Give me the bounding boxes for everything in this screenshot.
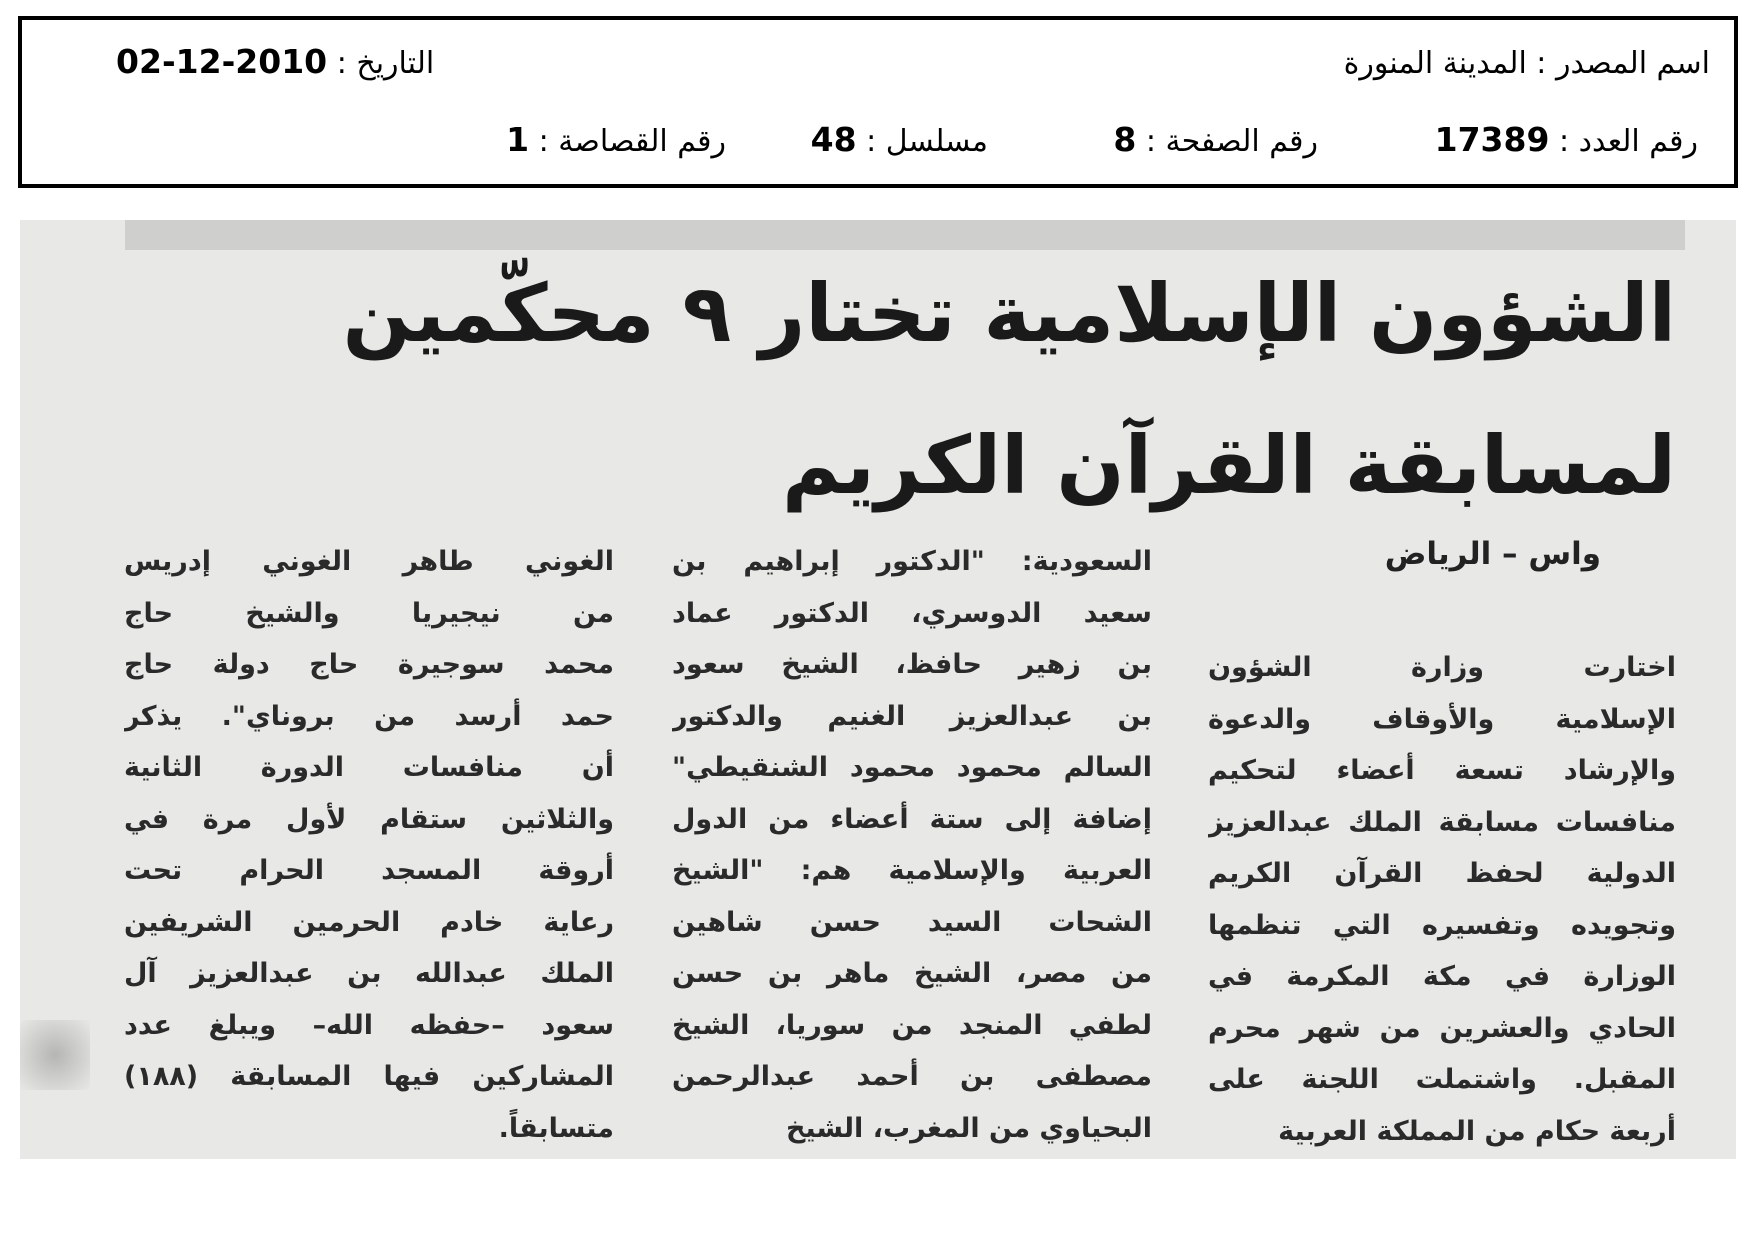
article-line: حمد أرسد من بروناي". يذكر: [124, 700, 614, 732]
article-line: من نيجيريا والشيخ حاج: [124, 597, 614, 629]
issue-label: رقم العدد :: [1558, 124, 1698, 159]
article-line: والثلاثين ستقام لأول مرة في: [124, 803, 614, 835]
date-value: 2010-12-02: [116, 42, 328, 81]
article-line: سعود –حفظه الله– ويبلغ عدد: [124, 1009, 614, 1041]
article-line: بن زهير حافظ، الشيخ سعود: [672, 649, 1152, 680]
clipping-number: [506, 120, 726, 162]
article-line: منافسات مسابقة الملك عبدالعزيز: [1208, 806, 1676, 838]
page-value: 8: [1113, 120, 1137, 159]
column-middle: [672, 536, 1152, 1154]
article-line: رعاية خادم الحرمين الشريفين: [124, 906, 614, 938]
article-line: العربية والإسلامية هم: "الشيخ: [672, 855, 1152, 886]
article-line: اختارت وزارة الشؤون: [1208, 652, 1676, 683]
byline: واس – الرياض: [1384, 536, 1601, 572]
article-line: المشاركين فيها المسابقة (١٨٨): [124, 1061, 614, 1092]
article-line: وتجويده وتفسيره التي تنظمها: [1208, 909, 1676, 941]
clip-label: رقم القصاصة :: [538, 124, 726, 159]
clipping-edge-strip: [125, 220, 1685, 250]
article-line: لطفي المنجد من سوريا، الشيخ: [672, 1009, 1152, 1041]
article-line: إضافة إلى ستة أعضاء من الدول: [672, 803, 1152, 835]
serial-value: 48: [810, 120, 857, 159]
article-line: من مصر، الشيخ ماهر بن حسن: [672, 958, 1152, 989]
column-right: [1208, 642, 1676, 1157]
article-line: الدولية لحفظ القرآن الكريم: [1208, 858, 1676, 889]
article-line: والإرشاد تسعة أعضاء لتحكيم: [1208, 755, 1676, 786]
column-left: [124, 536, 614, 1154]
clip-value: 1: [506, 120, 530, 159]
serial-label: مسلسل :: [866, 124, 988, 159]
article-line: الإسلامية والأوقاف والدعوة: [1208, 703, 1676, 735]
article-line: الملك عبدالله بن عبدالعزيز آل: [124, 958, 614, 989]
article-line: السالم محمود محمود الشنقيطي": [672, 752, 1152, 783]
source-label: اسم المصدر : المدينة المنورة: [1343, 46, 1710, 81]
article-line: بن عبدالعزيز الغنيم والدكتور: [672, 700, 1152, 732]
issue-number: [1435, 120, 1698, 162]
article-line: الوزارة في مكة المكرمة في: [1208, 961, 1676, 992]
article-line: سعيد الدوسري، الدكتور عماد: [672, 597, 1152, 629]
headline-line-2: لمسابقة القرآن الكريم: [782, 419, 1676, 512]
date-label: التاريخ :: [336, 46, 435, 81]
article-line: محمد سوجيرة حاج دولة حاج: [124, 649, 614, 680]
article-line: أن منافسات الدورة الثانية: [124, 752, 614, 783]
article-line: الحادي والعشرين من شهر محرم: [1208, 1012, 1676, 1044]
page-number: [1113, 120, 1318, 162]
article-line: الشحات السيد حسن شاهين: [672, 906, 1152, 938]
article-line: المقبل. واشتملت اللجنة على: [1208, 1064, 1676, 1095]
metadata-box: [18, 16, 1738, 188]
serial-number: [811, 120, 988, 162]
article-line: أروقة المسجد الحرام تحت: [124, 855, 614, 886]
article-line: أربعة حكام من المملكة العربية: [1278, 1115, 1676, 1147]
newspaper-clipping: [20, 220, 1736, 1159]
source-name: [1344, 44, 1710, 84]
article-line: البحياوي من المغرب، الشيخ: [785, 1112, 1152, 1144]
headline-line-1: الشؤون الإسلامية تختار ٩ محكّمين: [342, 267, 1676, 360]
article-line: متسابقاً.: [498, 1112, 614, 1144]
article-line: السعودية: "الدكتور إبراهيم بن: [672, 546, 1152, 577]
article-line: مصطفى بن أحمد عبدالرحمن: [672, 1061, 1152, 1092]
page-label: رقم الصفحة :: [1145, 124, 1318, 159]
date-field: [116, 42, 434, 84]
issue-value: 17389: [1434, 120, 1550, 159]
paper-stain: [20, 1020, 90, 1090]
article-line: الغوني طاهر الغوني إدريس: [124, 546, 614, 577]
